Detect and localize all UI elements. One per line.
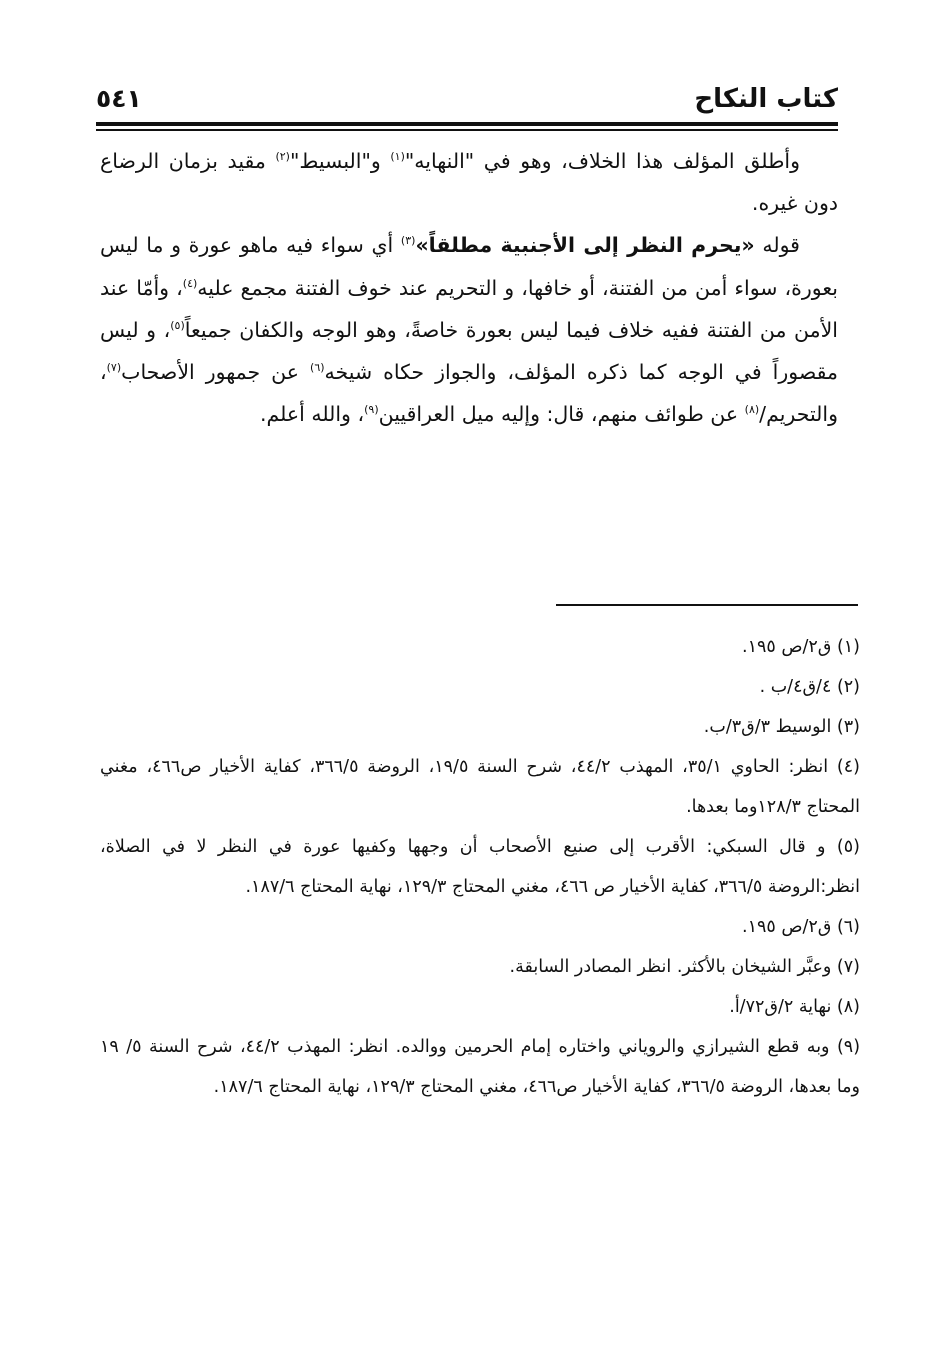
paragraph-1 bbox=[100, 140, 838, 224]
chapter-title: كتاب النكاح bbox=[694, 84, 838, 114]
page-number: ٥٤١ bbox=[96, 84, 142, 113]
header-rule-thick bbox=[96, 122, 838, 126]
text-run: عن جمهور الأصحاب bbox=[121, 360, 311, 385]
text-run: عن طوائف منهم، قال: وإليه ميل العراقيين bbox=[378, 402, 745, 427]
main-text bbox=[100, 140, 838, 435]
text-run: مقيد بزمان الرضاع دون غيره. bbox=[100, 149, 838, 216]
footnote-ref: (٤) bbox=[182, 276, 198, 290]
footnote-ref: (٨) bbox=[744, 403, 760, 417]
footnotes bbox=[100, 627, 860, 1107]
footnote-ref: (٥) bbox=[170, 318, 185, 332]
text-run: ، والله أعلم. bbox=[259, 402, 365, 427]
footnote-9: (٩) وبه قطع الشيرازي والروياني واختاره إمام الحرمين ووالده. انظر: المهذب ٤٤/٢، شرح السنة ٥/ ١٩ وما بعدها، الروضة ٣٦٦/٥، كفاية الأخيار ص٤٦٦، مغني المحتاج ١٢٩/٣، نهاية المحتاج ١٨٧/٦. bbox=[100, 1037, 861, 1097]
footnote-ref: (١) bbox=[390, 150, 405, 164]
footnote-4: (٤) انظر: الحاوي ٣٥/١، المهذب ٤٤/٢، شرح السنة ١٩/٥، الروضة ٣٦٦/٥، كفاية الأخيار ص٤٦٦، مغني المحتاج ١٢٨/٣وما بعدها. bbox=[100, 757, 860, 817]
footnote-6: (٦) ق٢/ص ١٩٥. bbox=[741, 917, 860, 937]
text-run: ، والتحريم/ bbox=[100, 360, 838, 427]
footnote-ref: (٧) bbox=[106, 361, 122, 375]
text-run: أي سواء فيه ماهو عورة و ما ليس بعورة، سواء أمن من الفتنة، أو خافها، و التحريم عند خوف الفتنة مجمع عليه bbox=[100, 233, 838, 300]
footnote-divider bbox=[556, 604, 858, 606]
footnote-7: (٧) وعبَّر الشيخان بالأكثر. انظر المصادر السابقة. bbox=[509, 957, 860, 977]
footnote-1: (١) ق٢/ص ١٩٥. bbox=[741, 637, 860, 657]
text-run: قوله bbox=[754, 233, 800, 258]
paragraph-2 bbox=[100, 224, 838, 435]
running-header bbox=[96, 78, 838, 124]
footnote-ref: (٢) bbox=[275, 150, 290, 164]
text-run: ، و ليس مقصوراً في الوجه كما ذكره المؤلف، والجواز حكاه شيخه bbox=[100, 317, 838, 385]
text-run: ، وأمّا عند الأمن من الفتنة ففيه خلاف فيما ليس بعورة خاصةً، وهو الوجه والكفان جميعاً bbox=[100, 275, 839, 342]
footnote-ref: (٦) bbox=[310, 361, 325, 375]
footnote-8: (٨) نهاية ٢/ق٧٢/أ. bbox=[729, 997, 860, 1017]
footnote-2: (٢) ٤/ق٤/ب . bbox=[759, 677, 860, 697]
footnote-5: (٥) و قال السبكي: الأقرب إلى صنيع الأصحاب أن وجهها وكفيها عورة في النظر لا في الصلاة، انظر:الروضة ٣٦٦/٥، كفاية الأخيار ص ٤٦٦، مغني المحتاج ١٢٩/٣، نهاية المحتاج ١٨٧/٦. bbox=[100, 837, 860, 897]
text-run: وأطلق المؤلف هذا الخلاف، وهو في "النهايه" bbox=[404, 149, 800, 173]
footnote-ref: (٩) bbox=[364, 403, 379, 417]
text-run: و"البسيط" bbox=[289, 149, 391, 173]
footnote-ref: (٣) bbox=[400, 234, 416, 248]
quoted-text: «يحرم النظر إلى الأجنبية مطلقاً» bbox=[415, 233, 755, 258]
header-rule-thin bbox=[96, 129, 838, 131]
footnote-3: (٣) الوسيط ٣/ق٣/ب. bbox=[703, 717, 860, 737]
